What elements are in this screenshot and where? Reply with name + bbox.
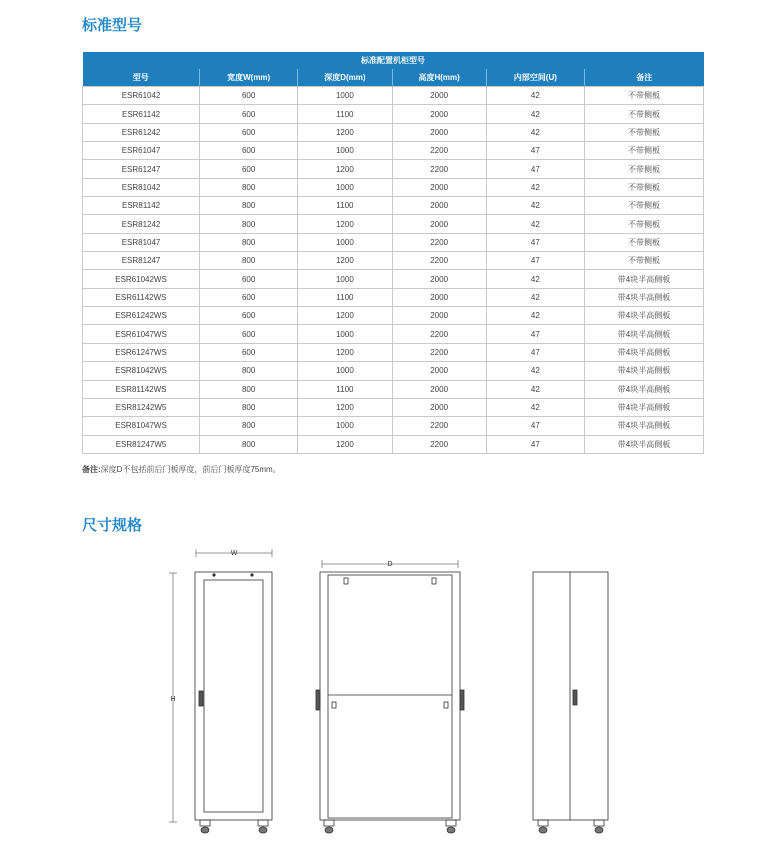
table-cell: 800 — [200, 380, 298, 398]
table-row — [83, 178, 704, 196]
table-cell: ESR81042 — [83, 178, 200, 196]
table-cell: 42 — [486, 215, 584, 233]
table-cell: 2000 — [392, 215, 486, 233]
table-cell: 2200 — [392, 417, 486, 435]
table-cell: 1200 — [298, 160, 392, 178]
table-cell: 带4块半高侧板 — [584, 325, 703, 343]
table-header-row — [83, 69, 704, 87]
table-cell: 不带侧板 — [584, 123, 703, 141]
table-cell: 1000 — [298, 178, 392, 196]
table-cell: 不带侧板 — [584, 215, 703, 233]
table-cell: 800 — [200, 435, 298, 453]
table-cell: ESR81142WS — [83, 380, 200, 398]
table-cell: 不带侧板 — [584, 160, 703, 178]
table-cell: 800 — [200, 417, 298, 435]
table-cell: 47 — [486, 325, 584, 343]
column-header: 型号 — [83, 69, 200, 87]
table-row — [83, 270, 704, 288]
table-cell: 600 — [200, 343, 298, 361]
table-cell: 1200 — [298, 215, 392, 233]
table-cell: 42 — [486, 87, 584, 105]
table-cell: 800 — [200, 252, 298, 270]
table-row — [83, 215, 704, 233]
table-cell: 42 — [486, 123, 584, 141]
table-cell: ESR61142WS — [83, 288, 200, 306]
table-cell: ESR81247W5 — [83, 435, 200, 453]
table-cell: 42 — [486, 398, 584, 416]
table-cell: 47 — [486, 252, 584, 270]
table-cell: 1100 — [298, 288, 392, 306]
table-cell: 1200 — [298, 307, 392, 325]
table-cell: 2200 — [392, 435, 486, 453]
table-cell: 2000 — [392, 123, 486, 141]
table-cell: 2000 — [392, 362, 486, 380]
table-cell: ESR81042WS — [83, 362, 200, 380]
table-cell: 1000 — [298, 362, 392, 380]
table-cell: 1200 — [298, 343, 392, 361]
width-label: W — [230, 550, 238, 557]
table-row — [83, 87, 704, 105]
table-cell: 1100 — [298, 380, 392, 398]
table-row — [83, 307, 704, 325]
column-header: 备注 — [584, 69, 703, 87]
table-cell: 42 — [486, 380, 584, 398]
table-row — [83, 398, 704, 416]
table-note — [82, 464, 281, 475]
column-header: 深度D(mm) — [298, 69, 392, 87]
table-cell: 47 — [486, 343, 584, 361]
section-title-standard-models: 标准型号 — [82, 16, 143, 34]
table-cell: 2000 — [392, 398, 486, 416]
table-cell: 2000 — [392, 197, 486, 215]
table-cell: 42 — [486, 197, 584, 215]
table-cell: 2200 — [392, 142, 486, 160]
table-cell: 2200 — [392, 325, 486, 343]
table-cell: 2200 — [392, 233, 486, 251]
table-cell: ESR61042WS — [83, 270, 200, 288]
table-cell: 42 — [486, 362, 584, 380]
table-cell: 2000 — [392, 288, 486, 306]
table-cell: 47 — [486, 142, 584, 160]
column-header: 内部空间(U) — [486, 69, 584, 87]
table-cell: 带4块半高侧板 — [584, 270, 703, 288]
table-cell: ESR81242W5 — [83, 398, 200, 416]
table-body — [83, 87, 704, 454]
table-cell: 600 — [200, 160, 298, 178]
table-row — [83, 252, 704, 270]
table-cell: 不带侧板 — [584, 197, 703, 215]
table-cell: 600 — [200, 270, 298, 288]
table-cell: 800 — [200, 197, 298, 215]
table-cell: 42 — [486, 270, 584, 288]
height-label: H — [170, 696, 176, 703]
table-cell: 2000 — [392, 380, 486, 398]
table-cell: 600 — [200, 123, 298, 141]
rear-view-drawing — [533, 572, 608, 833]
table-cell: 2000 — [392, 105, 486, 123]
table-cell: 不带侧板 — [584, 233, 703, 251]
table-cell: 800 — [200, 362, 298, 380]
table-cell: 不带侧板 — [584, 178, 703, 196]
table-cell: 1200 — [298, 398, 392, 416]
table-cell: 1200 — [298, 435, 392, 453]
table-row — [83, 435, 704, 453]
table-row — [83, 105, 704, 123]
column-header: 宽度W(mm) — [200, 69, 298, 87]
table-cell: 800 — [200, 215, 298, 233]
table-cell: 47 — [486, 417, 584, 435]
front-view-drawing — [169, 549, 272, 833]
table-row — [83, 288, 704, 306]
table-cell: 600 — [200, 288, 298, 306]
table-cell: ESR61247WS — [83, 343, 200, 361]
table-cell: 600 — [200, 307, 298, 325]
table-row — [83, 123, 704, 141]
table-cell: 42 — [486, 178, 584, 196]
table-caption: 标准配置机柜型号 — [83, 52, 704, 69]
table-cell: ESR81242 — [83, 215, 200, 233]
table-cell: 带4块半高侧板 — [584, 435, 703, 453]
table-cell: 47 — [486, 435, 584, 453]
table-cell: 42 — [486, 307, 584, 325]
table-row — [83, 417, 704, 435]
table-cell: 42 — [486, 288, 584, 306]
table-row — [83, 197, 704, 215]
table-cell: 2000 — [392, 178, 486, 196]
table-cell: 800 — [200, 398, 298, 416]
table-cell: 不带侧板 — [584, 142, 703, 160]
table-cell: 2200 — [392, 252, 486, 270]
table-cell: ESR61242 — [83, 123, 200, 141]
table-cell: 1200 — [298, 123, 392, 141]
table-cell: 2000 — [392, 87, 486, 105]
table-cell: 1200 — [298, 252, 392, 270]
column-header: 高度H(mm) — [392, 69, 486, 87]
table-cell: 带4块半高侧板 — [584, 343, 703, 361]
table-cell: ESR61242WS — [83, 307, 200, 325]
table-cell: 47 — [486, 160, 584, 178]
table-cell: 1100 — [298, 197, 392, 215]
table-cell: 1100 — [298, 105, 392, 123]
table-row — [83, 343, 704, 361]
table-cell: ESR61142 — [83, 105, 200, 123]
table-cell: 1000 — [298, 87, 392, 105]
table-cell: 带4块半高侧板 — [584, 362, 703, 380]
section-title-dimensions: 尺寸规格 — [82, 516, 143, 534]
note-label: 备注: — [82, 465, 101, 474]
table-cell: 1000 — [298, 417, 392, 435]
table-cell: ESR81047 — [83, 233, 200, 251]
table-row — [83, 142, 704, 160]
table-cell: ESR81142 — [83, 197, 200, 215]
table-cell: ESR81047WS — [83, 417, 200, 435]
table-cell: 800 — [200, 233, 298, 251]
table-cell: 2000 — [392, 270, 486, 288]
standard-models-table — [82, 52, 704, 454]
table-cell: 800 — [200, 178, 298, 196]
table-cell: 2200 — [392, 343, 486, 361]
table-cell: 不带侧板 — [584, 105, 703, 123]
depth-label: D — [387, 561, 393, 568]
table-cell: 带4块半高侧板 — [584, 288, 703, 306]
cabinet-dimension-drawing — [0, 540, 778, 840]
table-row — [83, 160, 704, 178]
table-cell: 600 — [200, 325, 298, 343]
side-view-drawing — [316, 560, 464, 833]
table-cell: 47 — [486, 233, 584, 251]
table-cell: ESR61047WS — [83, 325, 200, 343]
table-row — [83, 325, 704, 343]
table-cell: 2000 — [392, 307, 486, 325]
table-cell: ESR61042 — [83, 87, 200, 105]
table-row — [83, 233, 704, 251]
table-cell: 42 — [486, 105, 584, 123]
note-text: 深度D不包括前后门板厚度，前后门板厚度75mm。 — [100, 465, 281, 474]
table-cell: 2200 — [392, 160, 486, 178]
table-cell: 带4块半高侧板 — [584, 380, 703, 398]
table-cell: 1000 — [298, 325, 392, 343]
table-cell: 1000 — [298, 270, 392, 288]
table-cell: 带4块半高侧板 — [584, 417, 703, 435]
table-row — [83, 362, 704, 380]
table-cell: 1000 — [298, 233, 392, 251]
table-cell: 带4块半高侧板 — [584, 307, 703, 325]
table-cell: ESR61047 — [83, 142, 200, 160]
table-cell: 不带侧板 — [584, 87, 703, 105]
table-cell: 600 — [200, 142, 298, 160]
table-cell: 600 — [200, 105, 298, 123]
table-cell: 不带侧板 — [584, 252, 703, 270]
table-cell: 600 — [200, 87, 298, 105]
table-cell: 1000 — [298, 142, 392, 160]
table-cell: ESR61247 — [83, 160, 200, 178]
table-cell: ESR81247 — [83, 252, 200, 270]
table-cell: 带4块半高侧板 — [584, 398, 703, 416]
table-row — [83, 380, 704, 398]
